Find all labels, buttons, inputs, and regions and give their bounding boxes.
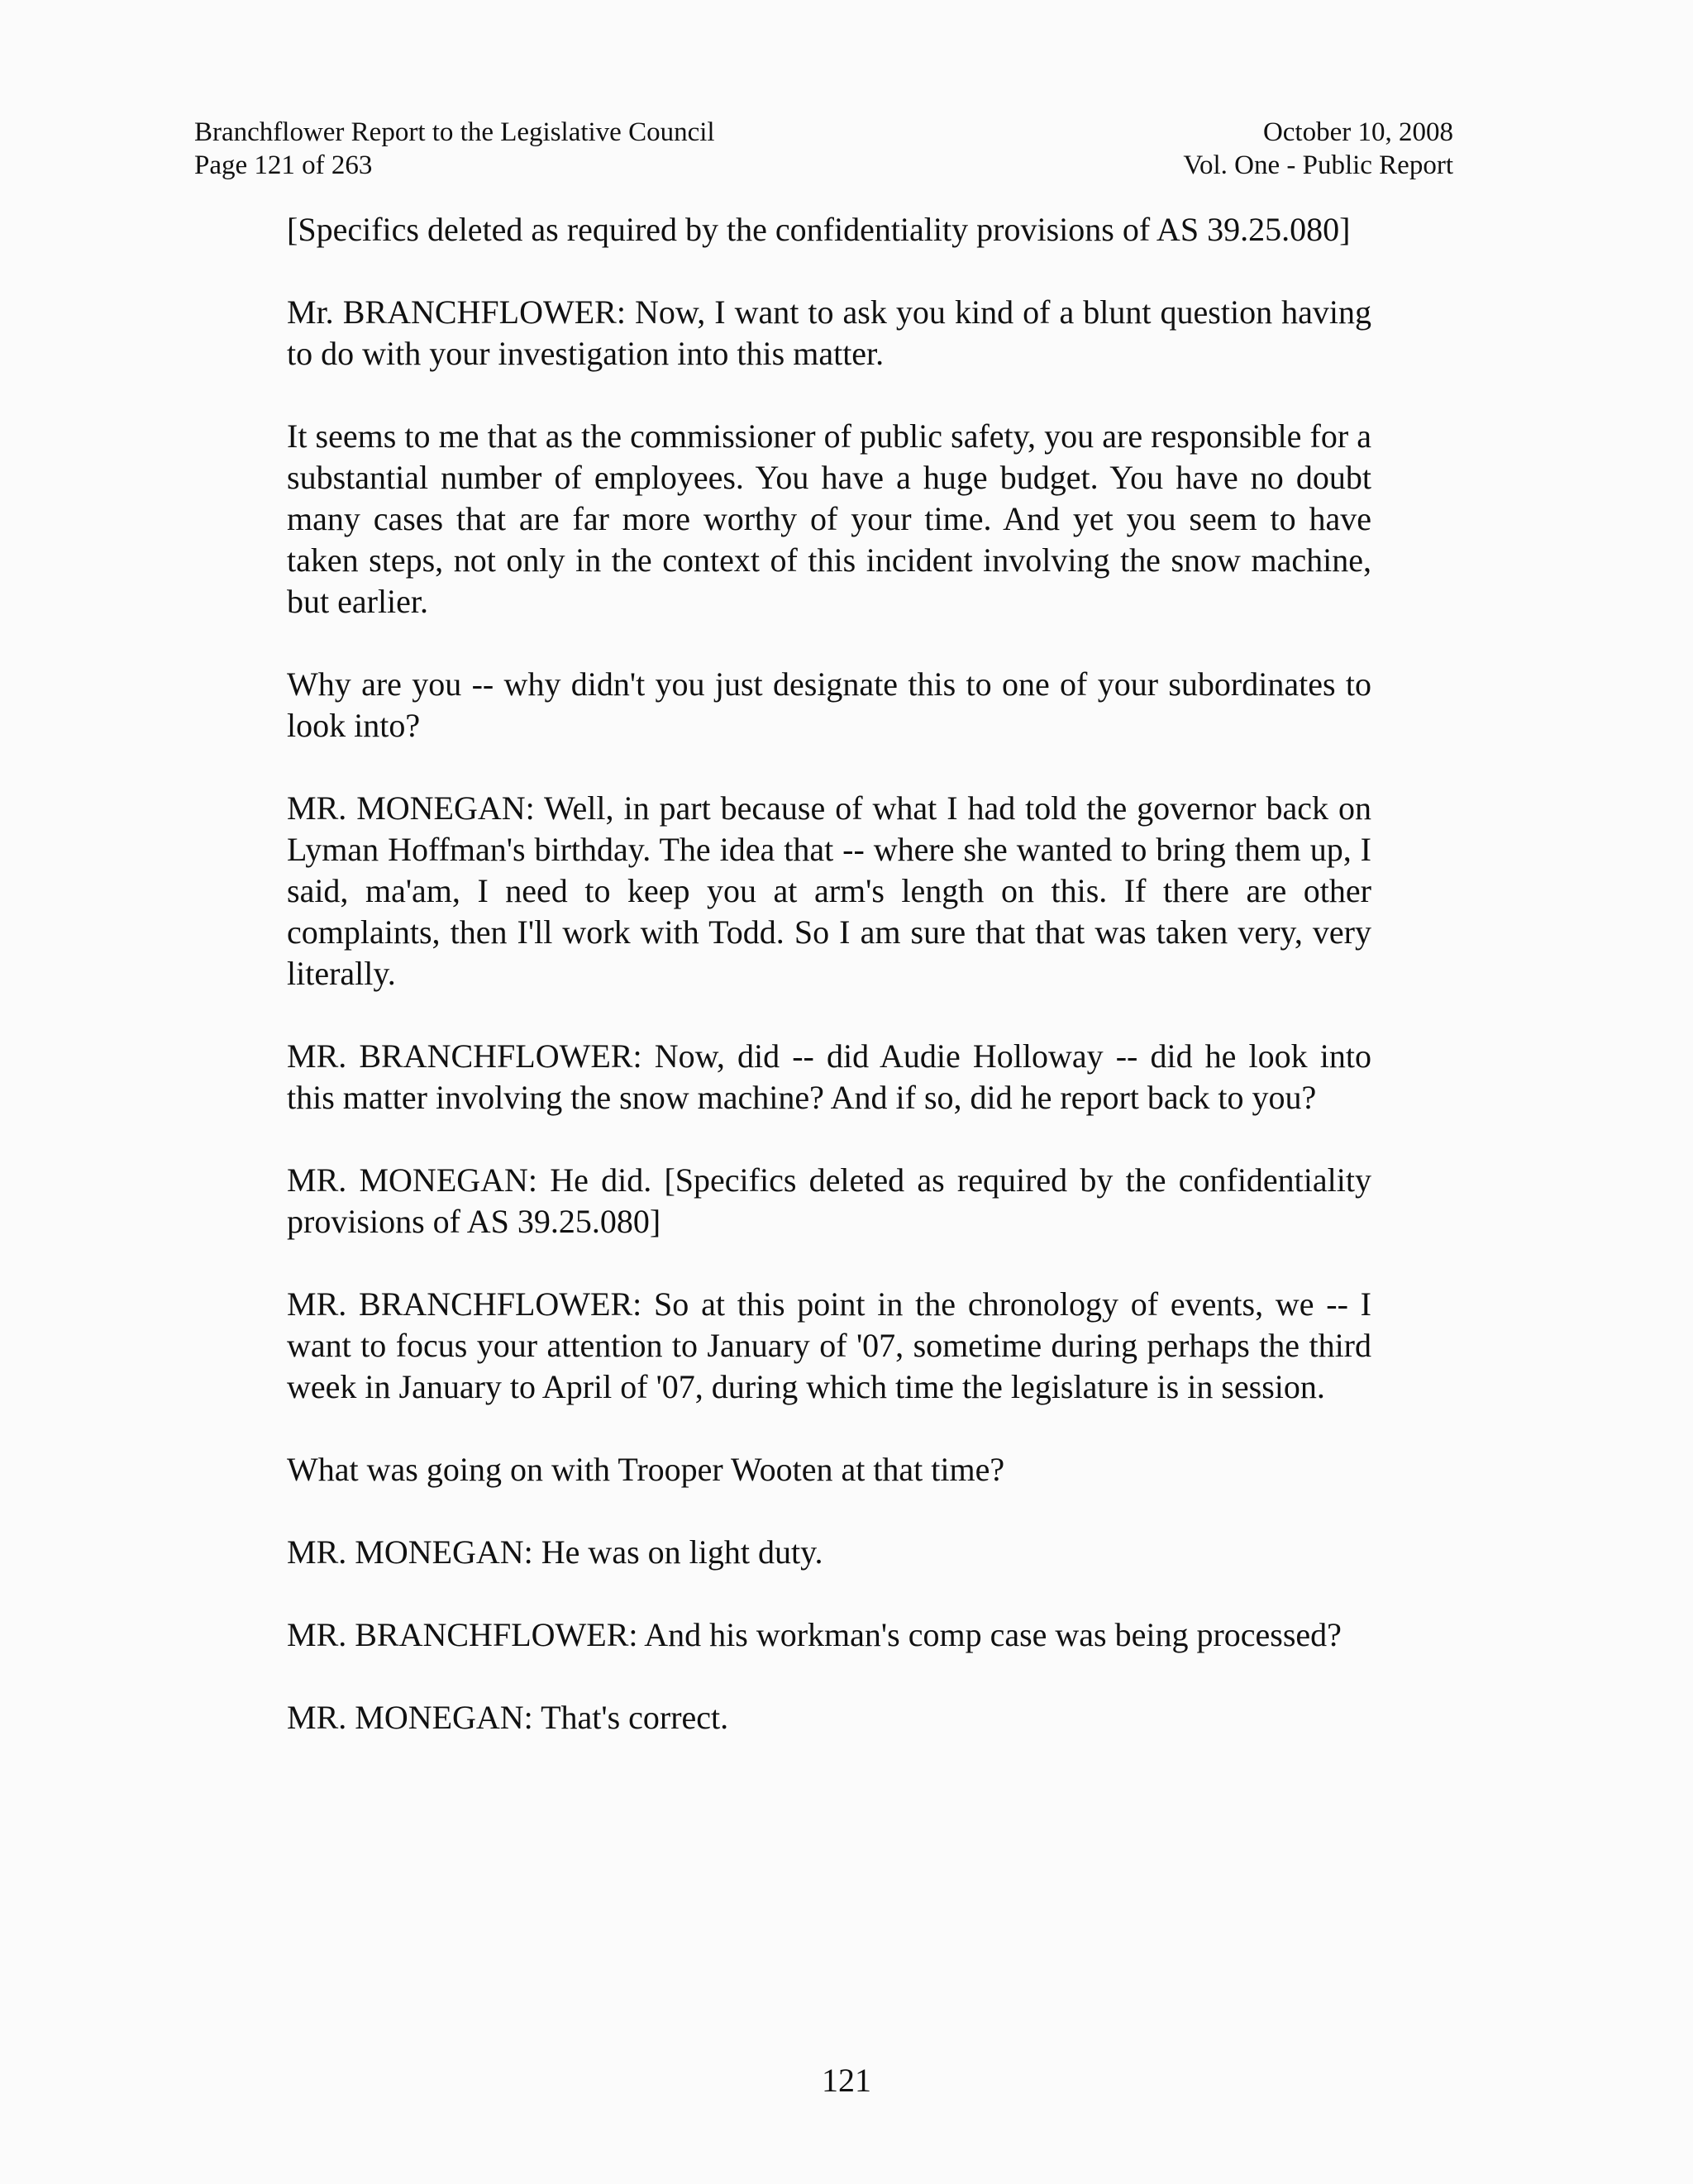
transcript-body: [287, 209, 1371, 1780]
report-title: Branchflower Report to the Legislative Council: [194, 117, 715, 147]
paragraph: MR. BRANCHFLOWER: Now, did -- did Audie Holloway -- did he look into this matter involving the snow machine? And if so, did he report back to you?: [287, 1037, 1371, 1116]
paragraph: MR. BRANCHFLOWER: So at this point in the chronology of events, we -- I want to focus your attention to January of '07, sometime during perhaps the third week in January to April of '07, during which time the legislature is in session.: [287, 1285, 1371, 1405]
paragraph: Why are you -- why didn't you just designate this to one of your subordinates to look into?: [287, 665, 1371, 744]
volume-label: Vol. One - Public Report: [1183, 150, 1453, 180]
paragraph: Mr. BRANCHFLOWER: Now, I want to ask you kind of a blunt question having to do with your investigation into this matter.: [287, 293, 1371, 372]
paragraph: [Specifics deleted as required by the confidentiality provisions of AS 39.25.080]: [287, 211, 1351, 248]
paragraph: MR. MONEGAN: He did. [Specifics deleted as required by the confidentiality provisions of AS 39.25.080]: [287, 1161, 1371, 1240]
paragraph: MR. MONEGAN: Well, in part because of what I had told the governor back on Lyman Hoffman's birthday. The idea that -- where she wanted to bring them up, I said, ma'am, I need to keep you at arm's length on this. If there are other complaints, then I'll work with Todd. So I am sure that that was taken very, very literally.: [287, 789, 1371, 992]
paragraph: MR. MONEGAN: That's correct.: [287, 1699, 729, 1736]
page-number: 121: [822, 2062, 871, 2099]
page-count: Page 121 of 263: [194, 150, 373, 180]
paragraph: MR. BRANCHFLOWER: And his workman's comp case was being processed?: [287, 1616, 1342, 1653]
paragraph: What was going on with Trooper Wooten at that time?: [287, 1451, 1005, 1488]
header-right: [1183, 116, 1453, 182]
report-date: October 10, 2008: [1262, 117, 1453, 147]
header-left: [194, 116, 715, 182]
paragraph: It seems to me that as the commissioner of public safety, you are responsible for a substantial number of employees. You have a huge budget. You have no doubt many cases that are far more worthy of your time. And yet you seem to have taken steps, not only in the context of this incident involving the snow machine, but earlier.: [287, 417, 1371, 620]
paragraph: MR. MONEGAN: He was on light duty.: [287, 1533, 823, 1571]
